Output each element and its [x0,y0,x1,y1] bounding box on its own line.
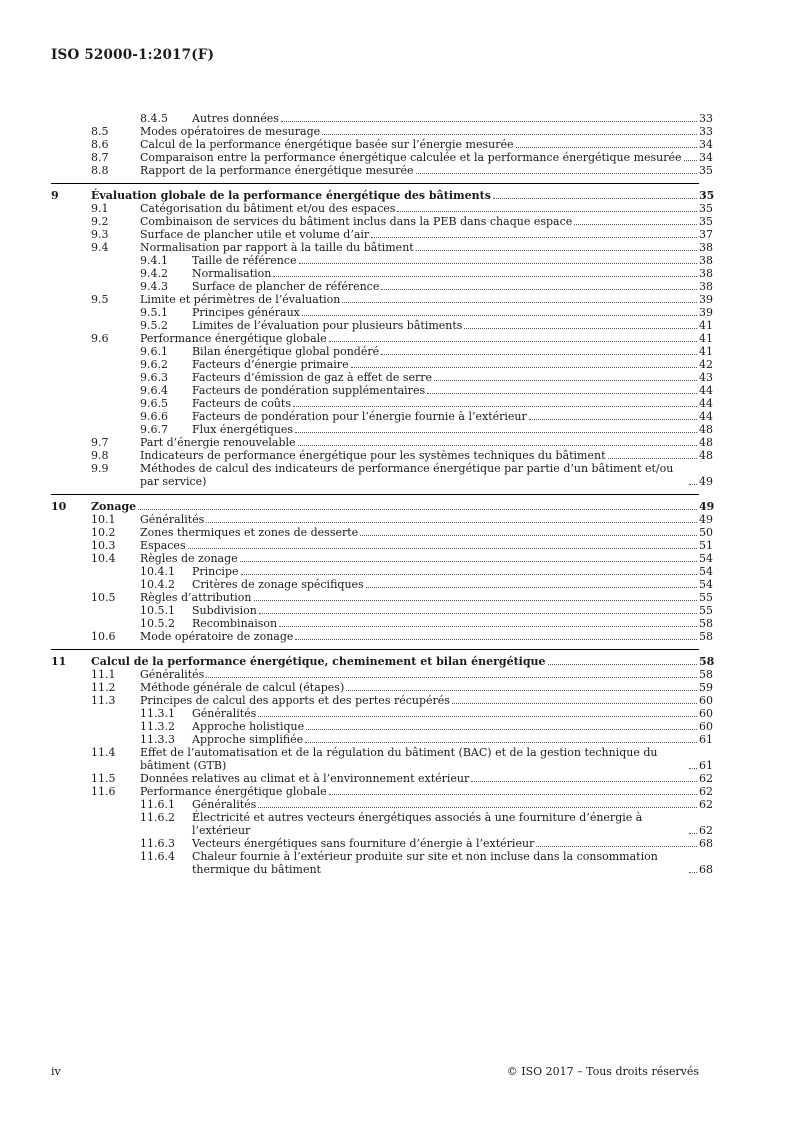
toc-page-number: 54 [699,565,713,578]
toc-title: Catégorisation du bâtiment et/ou des espaces [140,202,396,215]
toc-page-number: 54 [699,578,713,591]
toc-entry[interactable] [0,384,793,397]
dot-leader [684,159,697,161]
toc-entry[interactable] [0,125,793,138]
dot-leader [295,638,697,640]
dot-leader [346,689,697,691]
table-of-contents [0,112,793,876]
toc-number: 11.5 [91,772,116,785]
toc-entry[interactable] [0,565,793,578]
toc-entry[interactable] [0,526,793,539]
toc-number: 9.3 [91,228,109,241]
toc-title: Combinaison de services du bâtiment inclus dans la PEB dans chaque espace [140,215,573,228]
toc-entry[interactable] [0,811,793,837]
toc-number: 10.6 [91,630,116,643]
dot-leader [516,146,698,148]
toc-title: Recombinaison [192,617,278,630]
toc-entry[interactable] [0,746,793,772]
dot-leader [302,314,697,316]
toc-page-number: 43 [699,371,713,384]
dot-leader [574,223,697,225]
dot-leader [299,262,697,264]
dot-leader [259,612,697,614]
toc-entry[interactable] [0,397,793,410]
document-header: ISO 52000-1:2017(F) [51,47,215,63]
toc-title: Facteurs d’énergie primaire [192,358,349,371]
toc-number: 9.4.2 [140,267,168,280]
toc-section[interactable] [0,500,793,513]
toc-page-number: 35 [699,202,713,215]
dot-leader [240,560,697,562]
toc-entry[interactable] [0,293,793,306]
toc-title: Mode opératoire de zonage [140,630,294,643]
toc-title: Généralités [192,798,257,811]
toc-number: 9.6.2 [140,358,168,371]
page-footer [51,1065,699,1078]
toc-title: Généralités [192,707,257,720]
dot-leader [279,625,697,627]
toc-number: 10.2 [91,526,116,539]
toc-entry[interactable] [0,694,793,707]
dot-leader [298,444,697,446]
toc-number: 9.5.2 [140,319,168,332]
toc-title: Modes opératoires de mesurage [140,125,321,138]
toc-title: Critères de zonage spécifiques [192,578,364,591]
toc-title: Subdivision [192,604,257,617]
toc-title: Effet de l’automatisation et de la régulation du bâtiment (BAC) et de la gestion technique du bâtiment (GTB) [140,746,658,772]
toc-entry[interactable] [0,591,793,604]
dot-leader [608,457,697,459]
toc-entry[interactable] [0,280,793,293]
toc-title: Facteurs de pondération pour l’énergie fournie à l’extérieur [192,410,527,423]
toc-entry[interactable] [0,319,793,332]
toc-page-number: 41 [699,345,713,358]
toc-title: Zones thermiques et zones de desserte [140,526,359,539]
toc-number: 11 [51,655,67,668]
toc-entry[interactable] [0,578,793,591]
toc-page-number: 55 [699,591,713,604]
toc-entry[interactable] [0,410,793,423]
toc-number: 10.4.1 [140,565,175,578]
toc-title: Facteurs de pondération supplémentaires [192,384,426,397]
dot-leader [689,483,697,485]
toc-number: 11.1 [91,668,116,681]
toc-number: 10.1 [91,513,116,526]
toc-title: Part d’énergie renouvelable [140,436,296,449]
dot-leader [464,327,697,329]
dot-leader [188,547,697,549]
toc-number: 10.5.2 [140,617,175,630]
toc-page-number: 48 [699,423,713,436]
toc-title: Principes de calcul des apports et des pertes récupérés [140,694,450,707]
toc-entry[interactable] [0,513,793,526]
toc-title: Espaces [140,539,186,552]
toc-number: 9 [51,189,59,202]
dot-leader [689,871,697,873]
toc-number: 9.5 [91,293,109,306]
toc-page-number: 39 [699,293,713,306]
dot-leader [254,599,698,601]
toc-entry[interactable] [0,681,793,694]
toc-section[interactable] [0,655,793,668]
toc-page-number: 41 [699,319,713,332]
toc-page-number: 61 [699,733,713,746]
toc-entry[interactable] [0,733,793,746]
section-divider [51,183,699,184]
dot-leader [548,663,697,665]
toc-title: Évaluation globale de la performance énergétique des bâtiments [91,189,491,202]
toc-page-number: 38 [699,280,713,293]
toc-title: Limites de l’évaluation pour plusieurs bâtiments [192,319,463,332]
toc-page-number: 49 [699,500,715,513]
toc-title: Surface de plancher utile et volume d’air [140,228,370,241]
toc-entry[interactable] [0,215,793,228]
section-divider [51,494,699,495]
toc-number: 11.3.1 [140,707,175,720]
toc-page-number: 61 [699,759,713,772]
toc-title: Facteurs de coûts [192,397,291,410]
toc-entry[interactable] [0,345,793,358]
toc-page-number: 59 [699,681,713,694]
toc-entry[interactable] [0,552,793,565]
toc-entry[interactable] [0,423,793,436]
toc-title: Facteurs d’émission de gaz à effet de serre [192,371,433,384]
toc-page-number: 50 [699,526,713,539]
dot-leader [416,249,697,251]
dot-leader [206,521,697,523]
toc-entry[interactable] [0,436,793,449]
dot-leader [342,301,697,303]
toc-number: 9.7 [91,436,109,449]
toc-page-number: 35 [699,215,713,228]
dot-leader [281,120,697,122]
toc-entry[interactable] [0,707,793,720]
toc-title: Surface de plancher de référence [192,280,380,293]
toc-title: Principe [192,565,239,578]
toc-entry[interactable] [0,785,793,798]
toc-page-number: 58 [699,668,713,681]
copyright-notice: © ISO 2017 – Tous droits réservés [506,1065,699,1078]
toc-number: 11.6 [91,785,116,798]
dot-leader [258,715,697,717]
toc-entry[interactable] [0,604,793,617]
toc-entry[interactable] [0,617,793,630]
toc-entry[interactable] [0,228,793,241]
toc-title: Règles de zonage [140,552,238,565]
toc-number: 9.6.5 [140,397,168,410]
toc-page-number: 35 [699,189,715,202]
toc-section[interactable] [0,189,793,202]
toc-title: Indicateurs de performance énergétique pour les systèmes techniques du bâtiment [140,449,606,462]
dot-leader [305,741,697,743]
toc-entry[interactable] [0,254,793,267]
toc-entry[interactable] [0,306,793,319]
dot-leader [493,197,697,199]
toc-title: Règles d’attribution [140,591,252,604]
section-divider [51,649,699,650]
toc-page-number: 34 [699,138,713,151]
toc-title: Bilan énergétique global pondéré [192,345,380,358]
toc-title: Méthodes de calcul des indicateurs de performance énergétique par partie d’un bâtiment et/ou par service) [140,462,674,488]
toc-page-number: 34 [699,151,713,164]
dot-leader [397,210,697,212]
dot-leader [366,586,697,588]
toc-page-number: 60 [699,694,713,707]
toc-page-number: 58 [699,617,713,630]
toc-entry[interactable] [0,449,793,462]
toc-page-number: 62 [699,824,713,837]
toc-number: 11.6.3 [140,837,175,850]
toc-title: Généralités [140,668,205,681]
toc-title: Calcul de la performance énergétique basée sur l’énergie mesurée [140,138,514,151]
toc-number: 9.6.4 [140,384,168,397]
toc-page-number: 60 [699,720,713,733]
dot-leader [138,508,697,510]
toc-entry[interactable] [0,267,793,280]
dot-leader [536,845,697,847]
toc-title: Électricité et autres vecteurs énergétiques associés à une fourniture d’énergie à l’extérieur [192,811,643,837]
toc-page-number: 62 [699,772,713,785]
toc-title: Flux énergétiques [192,423,294,436]
toc-number: 9.4 [91,241,109,254]
dot-leader [529,418,697,420]
toc-page-number: 37 [699,228,713,241]
toc-page-number: 54 [699,552,713,565]
toc-entry[interactable] [0,850,793,876]
toc-title: Normalisation [192,267,272,280]
toc-number: 11.4 [91,746,116,759]
toc-entry[interactable] [0,772,793,785]
toc-title: Performance énergétique globale [140,785,327,798]
toc-number: 11.6.2 [140,811,175,824]
toc-page-number: 44 [699,384,713,397]
dot-leader [295,431,697,433]
toc-title: Normalisation par rapport à la taille du bâtiment [140,241,414,254]
toc-entry[interactable] [0,358,793,371]
dot-leader [416,172,697,174]
toc-page-number: 49 [699,475,713,488]
dot-leader [371,236,697,238]
dot-leader [322,133,697,135]
dot-leader [434,379,697,381]
dot-leader [273,275,697,277]
toc-page-number: 55 [699,604,713,617]
toc-number: 11.3 [91,694,116,707]
toc-title: Généralités [140,513,205,526]
toc-title: Données relatives au climat et à l’environnement extérieur [140,772,470,785]
dot-leader [381,288,697,290]
toc-entry[interactable] [0,630,793,643]
toc-number: 11.3.3 [140,733,175,746]
toc-page-number: 62 [699,798,713,811]
toc-page-number: 62 [699,785,713,798]
toc-title: Chaleur fournie à l’extérieur produite sur site et non incluse dans la consommation thermique du bâtiment [192,850,658,876]
toc-number: 9.1 [91,202,109,215]
toc-number: 9.6.3 [140,371,168,384]
toc-page-number: 39 [699,306,713,319]
toc-title: Approche simplifiée [192,733,304,746]
toc-entry[interactable] [0,720,793,733]
toc-page-number: 38 [699,254,713,267]
dot-leader [306,728,697,730]
dot-leader [381,353,697,355]
toc-page-number: 68 [699,863,713,876]
dot-leader [689,832,697,834]
toc-number: 10 [51,500,67,513]
toc-entry[interactable] [0,151,793,164]
toc-number: 9.9 [91,462,109,475]
toc-entry[interactable] [0,332,793,345]
toc-title: Autres données [192,112,279,125]
toc-entry[interactable] [0,138,793,151]
toc-entry[interactable] [0,668,793,681]
toc-number: 8.8 [91,164,109,177]
toc-entry[interactable] [0,539,793,552]
toc-number: 10.4 [91,552,116,565]
dot-leader [427,392,697,394]
toc-page-number: 51 [699,539,713,552]
toc-page-number: 58 [699,630,713,643]
toc-number: 9.6 [91,332,109,345]
dot-leader [206,676,697,678]
toc-title: Calcul de la performance énergétique, cheminement et bilan énergétique [91,655,546,668]
toc-page-number: 68 [699,837,713,850]
dot-leader [351,366,697,368]
toc-title: Méthode générale de calcul (étapes) [140,681,345,694]
toc-number: 11.3.2 [140,720,175,733]
toc-page-number: 41 [699,332,713,345]
toc-number: 8.7 [91,151,109,164]
dot-leader [452,702,697,704]
toc-number: 9.6.7 [140,423,168,436]
toc-number: 9.5.1 [140,306,168,319]
toc-number: 10.4.2 [140,578,175,591]
toc-entry[interactable] [0,241,793,254]
toc-entry[interactable] [0,164,793,177]
dot-leader [329,340,697,342]
toc-number: 8.4.5 [140,112,168,125]
toc-entry[interactable] [0,462,793,488]
toc-number: 8.5 [91,125,109,138]
toc-entry[interactable] [0,371,793,384]
toc-page-number: 44 [699,410,713,423]
toc-page-number: 44 [699,397,713,410]
toc-number: 9.6.1 [140,345,168,358]
toc-page-number: 42 [699,358,713,371]
dot-leader [360,534,697,536]
toc-number: 10.5 [91,591,116,604]
toc-page-number: 35 [699,164,713,177]
toc-number: 10.3 [91,539,116,552]
toc-title: Approche holistique [192,720,305,733]
dot-leader [471,780,697,782]
toc-number: 9.4.1 [140,254,168,267]
page-number: iv [51,1065,61,1078]
toc-title: Taille de référence [192,254,297,267]
toc-number: 11.6.4 [140,850,175,863]
toc-number: 11.2 [91,681,116,694]
dot-leader [689,767,697,769]
toc-number: 10.5.1 [140,604,175,617]
dot-leader [329,793,697,795]
toc-page-number: 38 [699,267,713,280]
toc-entry[interactable] [0,798,793,811]
toc-page-number: 49 [699,513,713,526]
toc-page-number: 33 [699,125,713,138]
toc-title: Principes généraux [192,306,300,319]
toc-entry[interactable] [0,112,793,125]
toc-number: 11.6.1 [140,798,175,811]
toc-number: 9.2 [91,215,109,228]
toc-title: Zonage [91,500,137,513]
toc-page-number: 48 [699,436,713,449]
toc-title: Performance énergétique globale [140,332,327,345]
toc-page-number: 48 [699,449,713,462]
toc-number: 9.4.3 [140,280,168,293]
dot-leader [258,806,697,808]
toc-entry[interactable] [0,837,793,850]
toc-entry[interactable] [0,202,793,215]
dot-leader [241,573,698,575]
toc-title: Limite et périmètres de l’évaluation [140,293,341,306]
toc-title: Rapport de la performance énergétique mesurée [140,164,414,177]
toc-page-number: 60 [699,707,713,720]
toc-page-number: 58 [699,655,715,668]
toc-number: 9.8 [91,449,109,462]
toc-page-number: 33 [699,112,713,125]
toc-number: 8.6 [91,138,109,151]
toc-page-number: 38 [699,241,713,254]
toc-title: Vecteurs énergétiques sans fourniture d’énergie à l’extérieur [192,837,535,850]
toc-title: Comparaison entre la performance énergétique calculée et la performance énergétique mesurée [140,151,682,164]
dot-leader [293,405,697,407]
toc-number: 9.6.6 [140,410,168,423]
